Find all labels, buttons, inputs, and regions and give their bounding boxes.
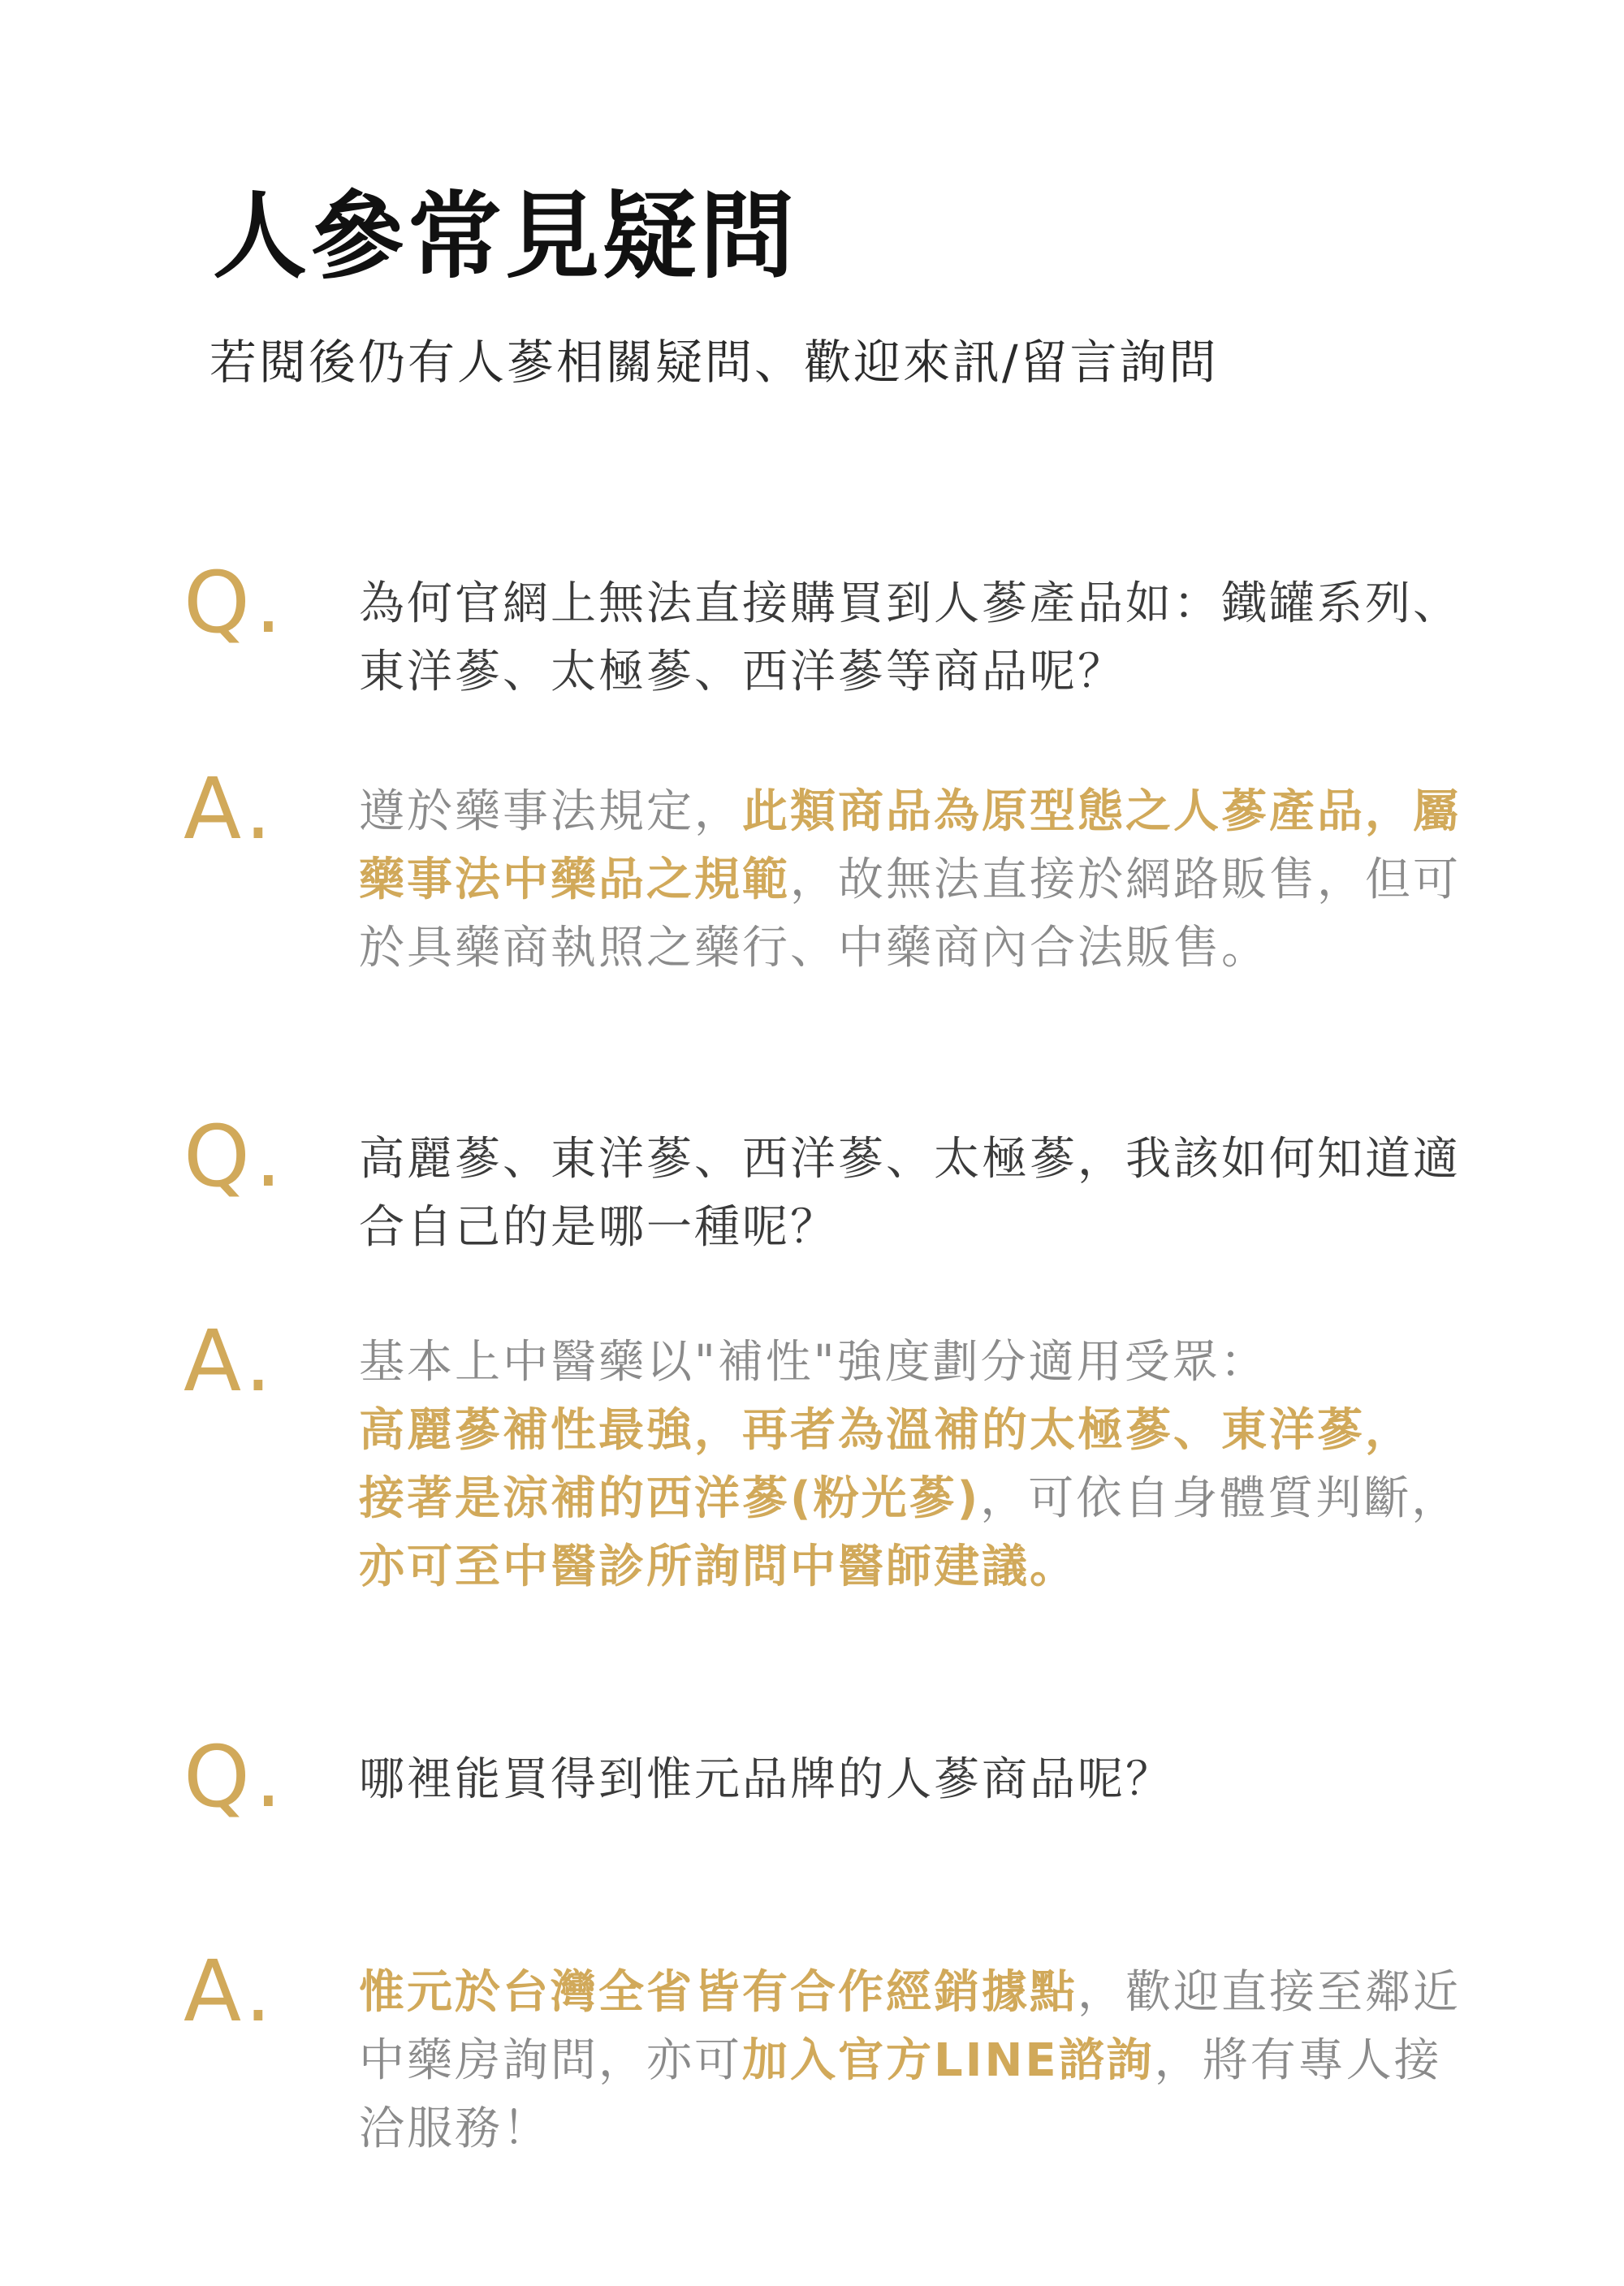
answer-plain: ，歡迎直接至鄰近中藥房詢問，亦可 — [359, 1966, 1461, 2087]
question-line: 哪裡能買得到惟元品牌的人蔘商品呢？ — [359, 1753, 1173, 1806]
answer-plain: ，故無法直接於網路販售，但可於具藥商執照之藥行、中藥商內合法販售。 — [359, 853, 1461, 974]
answer-highlight: 加入官方LINE諮詢 — [742, 2034, 1155, 2087]
answer-plain: 基本上中醫藥以"補性"強度劃分適用受眾： — [359, 1336, 1268, 1389]
question-marker: Q. — [184, 1727, 287, 1826]
answer-plain: ，可依自身體質判斷， — [980, 1472, 1460, 1525]
answer-text — [359, 778, 1479, 983]
question-line: 高麗蔘、東洋蔘、西洋蔘、太極蔘，我該如何知道適 — [359, 1133, 1461, 1186]
question-marker: Q. — [184, 553, 287, 652]
answer-plain: 遵於藥事法規定， — [359, 785, 742, 838]
answer-marker: A. — [184, 1942, 277, 2041]
question-line: 東洋蔘、太極蔘、西洋蔘等商品呢？ — [359, 646, 1125, 698]
question-text — [359, 1746, 1479, 1814]
page-subtitle: 若閱後仍有人蔘相關疑問、歡迎來訊/留言詢問 — [209, 335, 1219, 390]
answer-marker: A. — [184, 1312, 277, 1411]
question-text — [359, 1126, 1479, 1262]
answer-highlight: 惟元於台灣全省皆有合作經銷據點 — [359, 1966, 1078, 2019]
question-marker: Q. — [184, 1107, 287, 1206]
answer-highlight: 高麗蔘補性最強，再者為溫補的太極蔘、東洋蔘， — [359, 1404, 1413, 1457]
answer-highlight: 接著是涼補的西洋蔘(粉光蔘) — [359, 1472, 981, 1525]
question-line: 合自己的是哪一種呢？ — [359, 1201, 838, 1254]
question-text — [359, 570, 1479, 707]
page-title: 人參常見疑問 — [213, 182, 797, 292]
answer-plain: ，將有專人接洽服務！ — [359, 2034, 1442, 2155]
answer-highlight: 此類商品為原型態之人蔘產品，屬藥事法中藥品之規範 — [359, 785, 1461, 906]
answer-highlight: 亦可至中醫診所詢問中醫師建議。 — [359, 1541, 1078, 1593]
answer-text — [359, 1329, 1479, 1601]
question-line: 為何官網上無法直接購買到人蔘產品如：鐵罐系列、 — [359, 577, 1461, 630]
answer-text — [359, 1959, 1479, 2163]
answer-marker: A. — [184, 759, 277, 858]
